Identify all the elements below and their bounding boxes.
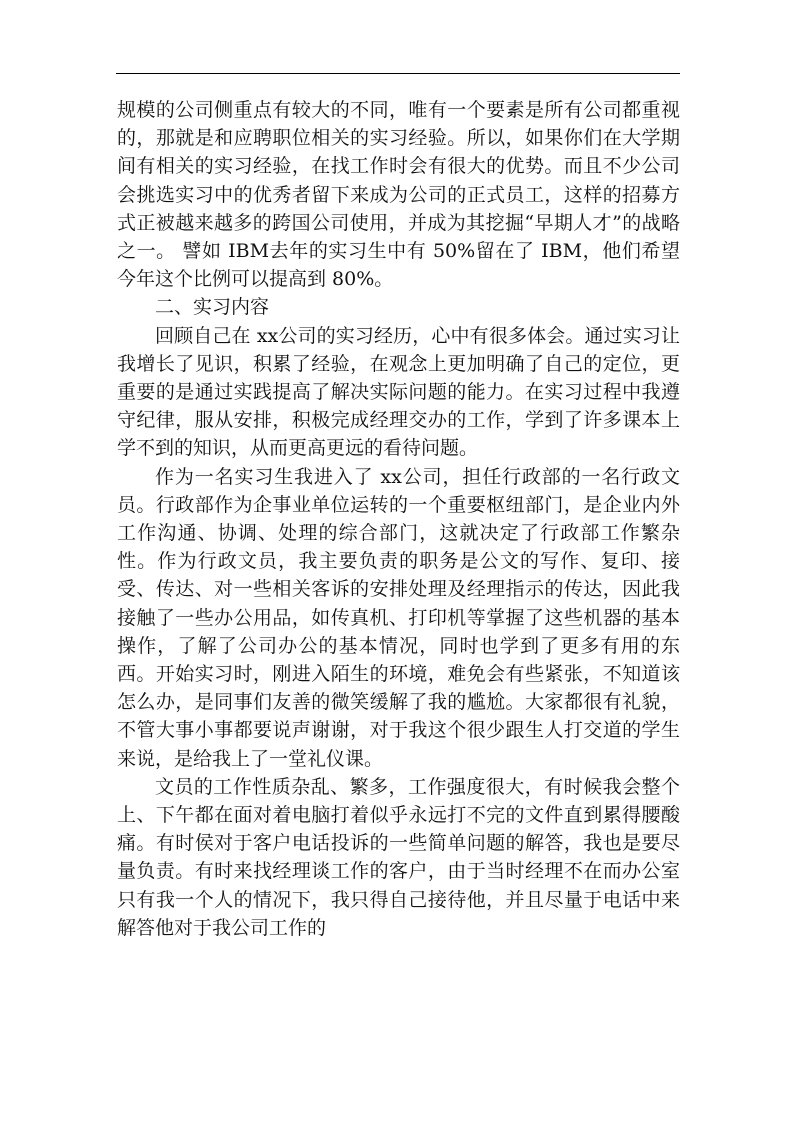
paragraph-clerk-work: 文员的工作性质杂乱、繁多，工作强度很大，有时候我会整个上、下午都在面对着电脑打着似乎永远打不完的文件直到累得腰酸痛。有时侯对于客户电话投诉的一些简单问题的解答，我也是要尽量负责。有时来找经理谈工作的客户，由于当时经理不在而办公室只有我一个人的情况下，我只得自己接待他，并且尽量于电话中来解答他对于我公司工作的 <box>117 775 680 939</box>
header-rule <box>116 73 680 74</box>
paragraph-intro: 规模的公司侧重点有较大的不同，唯有一个要素是所有公司都重视的，那就是和应聘职位相关的实习经验。所以，如果你们在大学期间有相关的实习经验，在找工作时会有很大的优势。而且不少公司会挑选实习中的优秀者留下来成为公司的正式员工，这样的招募方式正被越来越多的跨国公司使用，并成为其挖掘“早期人才”的战略之一。 譬如 IBM去年的实习生中有 50%留在了 IBM，他们希望今年这个比例可以提高到 80%。 <box>117 99 680 291</box>
paragraph-review: 回顾自己在 xx公司的实习经历，心中有很多体会。通过实习让我增长了见识，积累了经验，在观念上更加明确了自己的定位，更重要的是通过实践提高了解决实际问题的能力。在实习过程中我遵守纪律，服从安排，积极完成经理交办的工作，学到了许多课本上学不到的知识，从而更高更远的看待问题。 <box>117 324 680 460</box>
paragraph-admin-clerk: 作为一名实习生我进入了 xx公司，担任行政部的一名行政文员。行政部作为企事业单位运转的一个重要枢纽部门，是企业内外工作沟通、协调、处理的综合部门，这就决定了行政部工作繁杂性。作为行政文员，我主要负责的职务是公文的写作、复印、接受、传达、对一些相关客诉的安排处理及经理指示的传达，因此我接触了一些办公用品，如传真机、打印机等掌握了这些机器的基本操作，了解了公司办公的基本情况，同时也学到了更多有用的东西。开始实习时，刚进入陌生的环境，难免会有些紧张，不知道该怎么办，是同事们友善的微笑缓解了我的尴尬。大家都很有礼貌，不管大事小事都要说声谢谢，对于我这个很少跟生人打交道的学生来说，是给我上了一堂礼仪课。 <box>117 465 680 770</box>
document-body <box>117 96 680 942</box>
section-heading-internship-content: 二、实习内容 <box>155 296 270 319</box>
